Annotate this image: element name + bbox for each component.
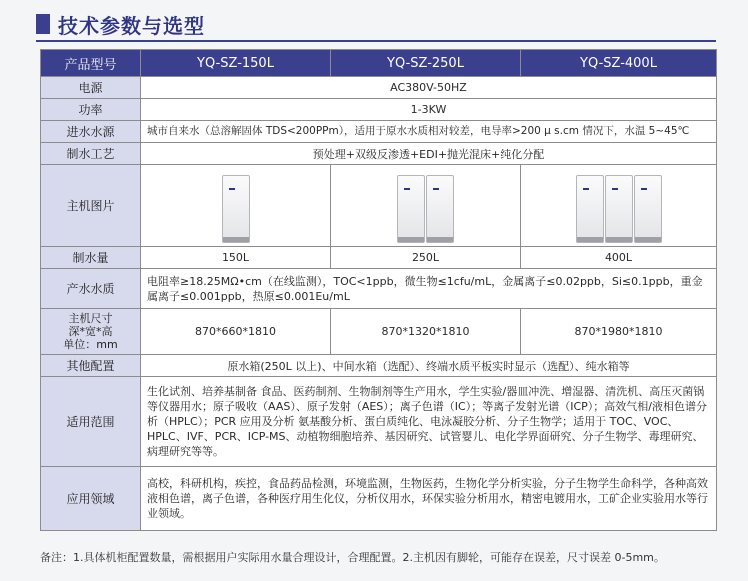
size-400l: 870*1980*1810 — [521, 309, 717, 355]
water-purifier-150l-icon — [141, 169, 330, 243]
application-fields-value: 高校，科研机构，疾控，食品药品检测，环境监测，生物医药，生物化学分析实验，分子生物学生命科学，各种高效液相色谱，离子色谱，各种医疗用生化仪，分析仪用水，环保实验分析用水，精密电镀用水，工矿企业实验用水等行业领域。 — [141, 467, 717, 531]
table-row — [41, 143, 717, 165]
table-row — [41, 165, 717, 247]
power-value: 1-3KW — [141, 99, 717, 121]
power-source-value: AC380V-50HZ — [141, 77, 717, 99]
title-square-icon — [36, 14, 50, 34]
table-row — [41, 309, 717, 355]
table-row — [41, 377, 717, 467]
process-value: 预处理+双级反渗透+EDI+抛光混床+纯化分配 — [141, 143, 717, 165]
table-row — [41, 269, 717, 309]
title-rule — [36, 40, 716, 42]
scope-value: 生化试剂、培养基制备 食品、医药制剂、生物制剂等生产用水，学生实验/器皿冲洗、增湿器、清洗机、高压灭菌锅等仪器用水；原子吸收（AAS）、原子发射（AES）；离子色谱（IC）；等离子发射光谱（ICP）；高效气相/液相色谱分析（HPLC）；PCR 应用及分析 氨基酸分析、蛋白质纯化、电泳凝胶分析、分子生物学；适用于 TOC、VOC、HPLC、IVF、PCR、ICP-MS、动植物细胞培养、基因研究、试管婴儿、电化学界面研究、分子生物学、毒理研究、病理研究等等。 — [141, 377, 717, 467]
capacity-150l: 150L — [141, 247, 331, 269]
row-label: 电源 — [41, 77, 141, 99]
machine-400l-cell — [521, 165, 717, 247]
header-250l: YQ-SZ-250L — [331, 50, 521, 77]
size-250l: 870*1320*1810 — [331, 309, 521, 355]
row-label: 应用领域 — [41, 467, 141, 531]
row-label: 制水工艺 — [41, 143, 141, 165]
table-row — [41, 467, 717, 531]
row-label: 产水水质 — [41, 269, 141, 309]
water-purifier-250l-icon — [331, 169, 520, 243]
other-config-value: 原水箱(250L 以上)、中间水箱（选配）、终端水质平板实时显示（选配）、纯水箱等 — [141, 355, 717, 377]
header-model: 产品型号 — [41, 50, 141, 77]
size-150l: 870*660*1810 — [141, 309, 331, 355]
table-row — [41, 121, 717, 143]
row-label: 制水量 — [41, 247, 141, 269]
page-title: 技术参数与选型 — [58, 13, 205, 38]
capacity-400l: 400L — [521, 247, 717, 269]
spec-table — [40, 49, 717, 531]
water-quality-value: 电阻率≥18.25MΩ•cm（在线监测），TOC<1ppb，微生物≤1cfu/mL，金属离子≤0.02ppb，Si≤0.1ppb，重金属离子≤0.001ppb，热原≤0.001Eu/mL — [141, 269, 717, 309]
water-purifier-400l-icon — [521, 169, 716, 243]
header-150l: YQ-SZ-150L — [141, 50, 331, 77]
table-row — [41, 247, 717, 269]
machine-150l-cell — [141, 165, 331, 247]
row-label: 主机尺寸 深*宽*高 单位：mm — [41, 309, 141, 355]
table-row — [41, 355, 717, 377]
machine-250l-cell — [331, 165, 521, 247]
footnote: 备注：1.具体机柜配置数量，需根据用户实际用水量合理设计，合理配置。2.主机因有脚轮，可能存在误差，尺寸误差 0-5mm。 — [40, 551, 665, 564]
capacity-250l: 250L — [331, 247, 521, 269]
row-label: 适用范围 — [41, 377, 141, 467]
section-header — [36, 6, 205, 42]
table-row — [41, 77, 717, 99]
header-400l: YQ-SZ-400L — [521, 50, 717, 77]
table-row — [41, 99, 717, 121]
row-label: 功率 — [41, 99, 141, 121]
row-label: 主机图片 — [41, 165, 141, 247]
row-label: 其他配置 — [41, 355, 141, 377]
inlet-water-value: 城市自来水（总溶解固体 TDS<200PPm），适用于原水水质相对较差，电导率>200 μ s.cm 情况下，水温 5~45℃ — [141, 121, 717, 143]
row-label: 进水水源 — [41, 121, 141, 143]
table-header-row — [41, 50, 717, 77]
